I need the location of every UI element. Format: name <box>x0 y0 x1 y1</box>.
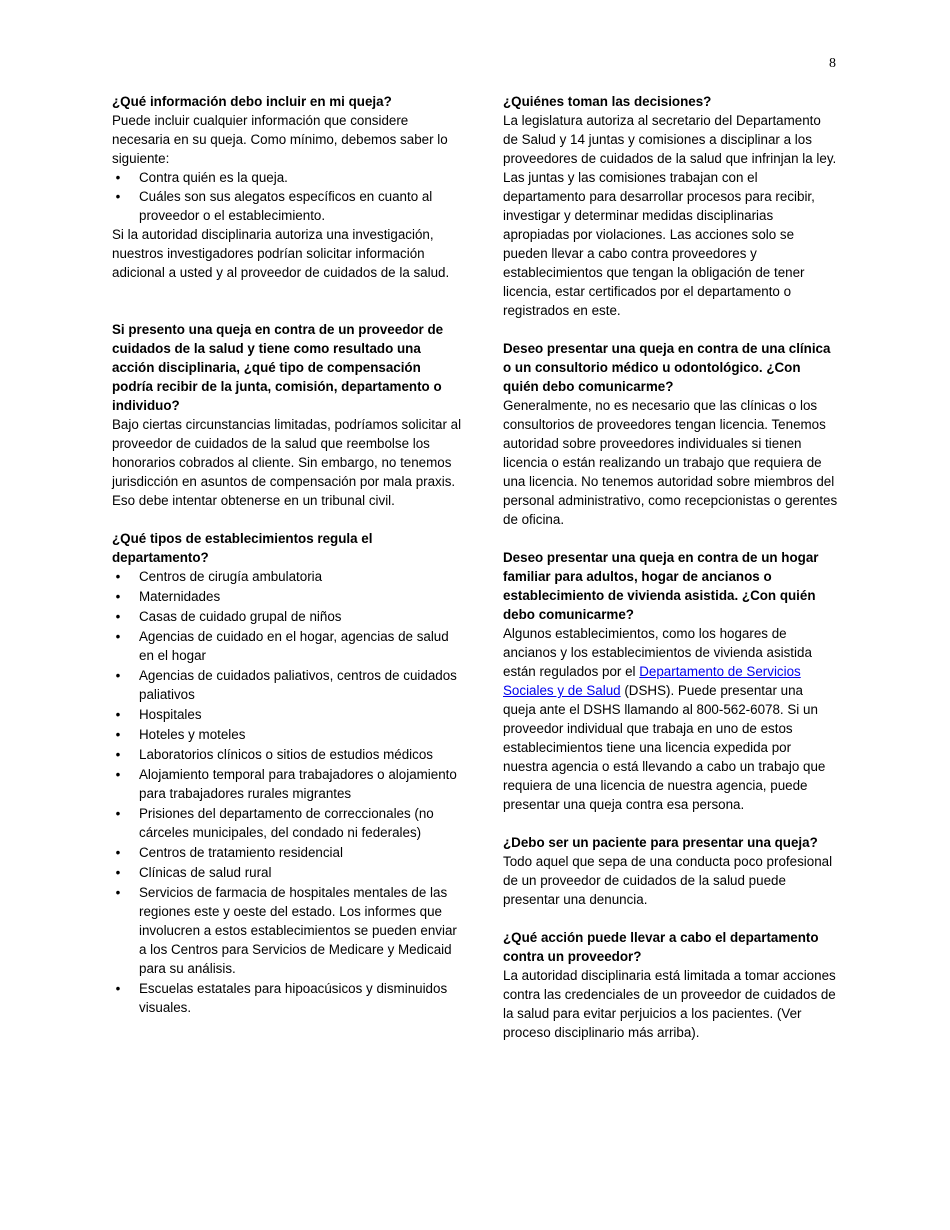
bullet-icon: • <box>115 707 121 722</box>
section-body: La legislatura autoriza al secretario del Departamento de Salud y 14 juntas y comisiones a disciplinar a los proveedores de cuidados de la salud que infrinjan la ley. Las juntas y las comisiones trabajan con el departamento para desarrollar procesos para recibir, investigar y determinar medidas disciplinarias apropiadas por violaciones. Las acciones solo se pueden llevar a cabo contra proveedores y establecimientos que tengan la obligación de tener licencia, estar certificados por el departamento o registrados en este. <box>503 113 837 318</box>
list-item: • Escuelas estatales para hipoacúsicos y disminuidos visuales. <box>112 979 462 1017</box>
section-heading: Deseo presentar una queja en contra de un hogar familiar para adultos, hogar de ancianos o establecimiento de vivienda asistida. ¿Con quién debo comunicarme? <box>503 550 819 622</box>
section-heading: Deseo presentar una queja en contra de una clínica o un consultorio médico u odontológico. ¿Con quién debo comunicarme? <box>503 341 831 394</box>
section-adult-home-complaint <box>503 548 838 814</box>
section-body: La autoridad disciplinaria está limitada a tomar acciones contra las credenciales de un proveedor de cuidados de la salud para evitar perjuicios a los pacientes. (Ver proceso disciplinario más arriba). <box>503 968 836 1040</box>
list-item: • Contra quién es la queja. <box>112 168 462 187</box>
bullet-icon: • <box>115 629 121 644</box>
section-intro: Puede incluir cualquier información que considere necesaria en su queja. Como mínimo, debemos saber lo siguiente: <box>112 113 448 166</box>
bullet-icon: • <box>115 589 121 604</box>
list-item: • Centros de cirugía ambulatoria <box>112 567 462 586</box>
section-heading: ¿Qué información debo incluir en mi queja? <box>112 94 392 109</box>
bullet-icon: • <box>115 727 121 742</box>
list-item: • Servicios de farmacia de hospitales mentales de las regiones este y oeste del estado. Los informes que involucren a estos establecimientos se pueden enviar a los Centros para Servicios de Medicare y Medicaid para su análisis. <box>112 883 462 978</box>
bullet-icon: • <box>115 865 121 880</box>
bullet-icon: • <box>115 845 121 860</box>
section-heading: ¿Debo ser un paciente para presentar una queja? <box>503 835 818 850</box>
list-item: • Cuáles son sus alegatos específicos en cuanto al proveedor o el establecimiento. <box>112 187 462 225</box>
section-heading: ¿Qué acción puede llevar a cabo el departamento contra un proveedor? <box>503 930 819 964</box>
section-clinic-complaint <box>503 339 838 529</box>
bullet-icon: • <box>115 189 121 204</box>
section-heading: Si presento una queja en contra de un proveedor de cuidados de la salud y tiene como resultado una acción disciplinaria, ¿qué tipo de compensación podría recibir de la junta, comisión, departamento o individuo? <box>112 322 444 413</box>
bullet-icon: • <box>115 981 121 996</box>
list-item: • Centros de tratamiento residencial <box>112 843 462 862</box>
section-heading: ¿Qué tipos de establecimientos regula el departamento? <box>112 531 373 565</box>
dshs-link[interactable]: Departamento de Servicios Sociales y de Salud <box>503 664 801 698</box>
left-column <box>112 92 462 1036</box>
section-body: Generalmente, no es necesario que las clínicas o los consultorios de proveedores tengan licencia. Tenemos autoridad sobre proveedores individuales si tienen licencia o están realizando un trabajo que requiera de una licencia. No tenemos autoridad sobre miembros del personal administrativo, como recepcionistas o gerentes de oficina. <box>503 398 838 527</box>
list-item: • Prisiones del departamento de correccionales (no cárceles municipales, del condado ni federales) <box>112 804 462 842</box>
list-item: • Clínicas de salud rural <box>112 863 462 882</box>
section-department-action <box>503 928 838 1042</box>
bullet-icon: • <box>115 569 121 584</box>
section-body: Todo aquel que sepa de una conducta poco profesional de un proveedor de cuidados de la salud puede presentar una denuncia. <box>503 854 833 907</box>
section-decision-makers <box>503 92 838 320</box>
list-item: • Casas de cuidado grupal de niños <box>112 607 462 626</box>
section-complaint-info <box>112 92 462 282</box>
list-item: • Alojamiento temporal para trabajadores o alojamiento para trabajadores rurales migrantes <box>112 765 462 803</box>
section-body: Bajo ciertas circunstancias limitadas, podríamos solicitar al proveedor de cuidados de la salud que reembolse los honorarios cobrados al cliente. Sin embargo, no tenemos jurisdicción en asuntos de compensación por mala praxis. Eso debe intentar obtenerse en un tribunal civil. <box>112 417 462 508</box>
bullet-icon: • <box>115 885 121 900</box>
page-number: 8 <box>829 56 836 71</box>
right-column <box>503 92 838 1061</box>
bullet-icon: • <box>115 609 121 624</box>
list-item: • Laboratorios clínicos o sitios de estudios médicos <box>112 745 462 764</box>
section-compensation <box>112 320 462 510</box>
section-facility-types <box>112 529 462 1017</box>
section-body: Algunos establecimientos, como los hogares de ancianos y los establecimientos de vivienda asistida están regulados por el Departamento de Servicios Sociales y de Salud (DSHS). Puede presentar una queja ante el DSHS llamando al 800-562-6078. Si un proveedor individual que trabaja en uno de estos establecimientos tiene una licencia expedida por nuestra agencia o está llevando a cabo un trabajo que requiera de una licencia de nuestra agencia, puede presentar una queja contra esa persona. <box>503 626 826 812</box>
section-outro: Si la autoridad disciplinaria autoriza una investigación, nuestros investigadores podrían solicitar información adicional a usted y al proveedor de cuidados de la salud. <box>112 227 450 280</box>
list-item: • Agencias de cuidados paliativos, centros de cuidados paliativos <box>112 666 462 704</box>
list-item: • Maternidades <box>112 587 462 606</box>
bullet-icon: • <box>115 170 121 185</box>
bullet-icon: • <box>115 767 121 782</box>
list-item: • Agencias de cuidado en el hogar, agencias de salud en el hogar <box>112 627 462 665</box>
bullet-icon: • <box>115 747 121 762</box>
facility-list <box>112 567 462 1017</box>
bullet-icon: • <box>115 668 121 683</box>
list-item: • Hospitales <box>112 705 462 724</box>
section-heading: ¿Quiénes toman las decisiones? <box>503 94 712 109</box>
section-patient-requirement <box>503 833 838 909</box>
list-item: • Hoteles y moteles <box>112 725 462 744</box>
bullet-list <box>112 168 462 225</box>
bullet-icon: • <box>115 806 121 821</box>
